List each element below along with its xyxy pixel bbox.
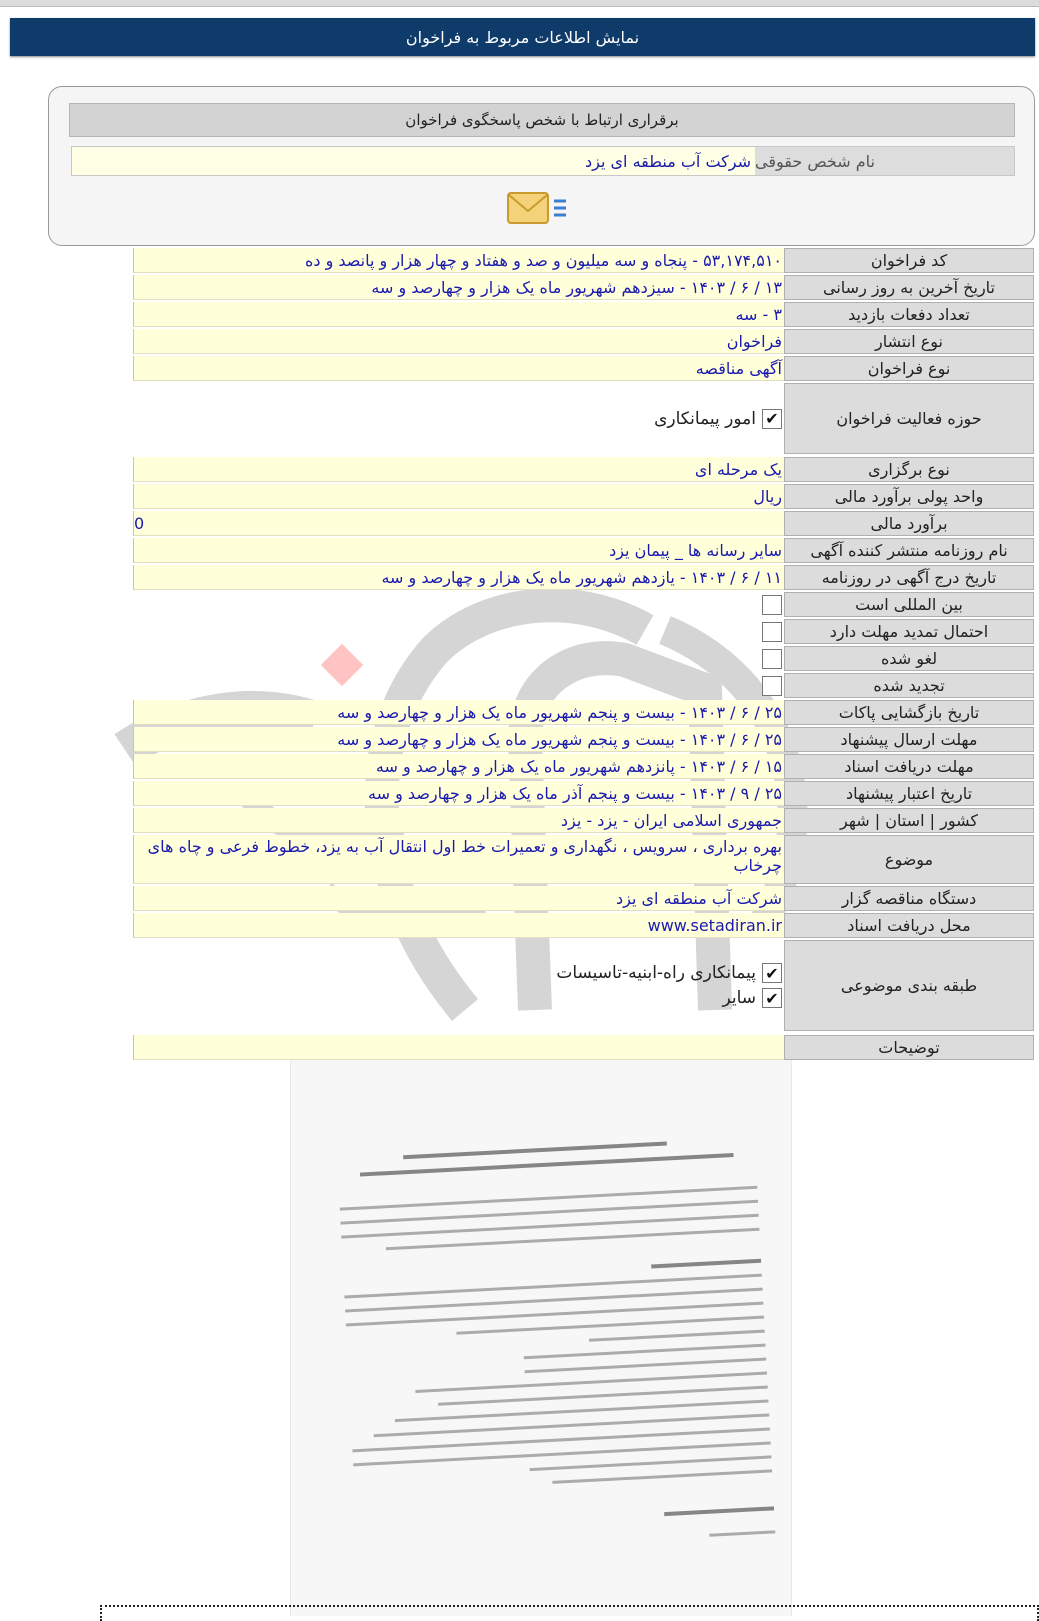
category-item-label: سایر: [722, 988, 756, 1008]
label-last-update: تاریخ آخرین به روز رسانی: [784, 275, 1034, 300]
value-code: ۵۳,۱۷۴,۵۱۰ - پنجاه و سه میلیون و صد و هفتاد و چهار هزار و پانصد و ده: [133, 248, 784, 273]
row-code: [133, 248, 1034, 273]
row-ad-date: [133, 565, 1034, 590]
value-organizer: شرکت آب منطقه ای یزد: [133, 886, 784, 911]
page-title-bar: [10, 18, 1035, 56]
row-docs-place: [133, 913, 1034, 938]
row-opening: [133, 700, 1034, 725]
value-newspaper: سایر رسانه ها _ پیمان یزد: [133, 538, 784, 563]
row-visits: [133, 302, 1034, 327]
label-notes: توضیحات: [784, 1035, 1034, 1060]
row-notes: [133, 1035, 1034, 1060]
value-extension: [133, 619, 784, 644]
value-docs-deadline: ۱۵ / ۶ / ۱۴۰۳ - پانزدهم شهریور ماه یک هزار و چهارصد و سه: [133, 754, 784, 779]
row-estimate: [133, 511, 1034, 536]
label-code: کد فراخوان: [784, 248, 1034, 273]
value-opening: ۲۵ / ۶ / ۱۴۰۳ - بیست و پنجم شهریور ماه یک هزار و چهارصد و سه: [133, 700, 784, 725]
contact-row: [71, 146, 1015, 176]
value-notes: [133, 1035, 784, 1060]
label-validity: تاریخ اعتبار پیشنهاد: [784, 781, 1034, 806]
value-visits: ۳ - سه: [133, 302, 784, 327]
category-item: [722, 988, 782, 1008]
activity-item-label: امور پیمانکاری: [654, 408, 756, 429]
label-newspaper: نام روزنامه منتشر کننده آگهی: [784, 538, 1034, 563]
value-canceled: [133, 646, 784, 671]
contact-label: نام شخص حقوقی: [755, 147, 1014, 175]
value-subject: بهره برداری ، سرویس ، نگهداری و تعمیرات خط اول انتقال آب به یزد، خطوط فرعی و چاه های چرخاب: [133, 835, 784, 884]
category-checkbox[interactable]: ✔: [762, 988, 782, 1008]
value-docs-place[interactable]: www.setadiran.ir: [133, 913, 784, 938]
label-docs-place: محل دریافت اسناد: [784, 913, 1034, 938]
row-last-update: [133, 275, 1034, 300]
row-docs-deadline: [133, 754, 1034, 779]
category-checkbox[interactable]: ✔: [762, 963, 782, 983]
contact-title: برقراری ارتباط با شخص پاسخگوی فراخوان: [69, 103, 1015, 137]
label-call-type: نوع فراخوان: [784, 356, 1034, 381]
row-submit-deadline: [133, 727, 1034, 752]
label-category: طبقه بندی موضوعی: [784, 940, 1034, 1031]
value-submit-deadline: ۲۵ / ۶ / ۱۴۰۳ - بیست و پنجم شهریور ماه یک هزار و چهارصد و سه: [133, 727, 784, 752]
label-location: کشور | استان | شهر: [784, 808, 1034, 833]
label-extension: احتمال تمدید مهلت دارد: [784, 619, 1034, 644]
row-validity: [133, 781, 1034, 806]
label-international: بین المللی است: [784, 592, 1034, 617]
value-category: [133, 940, 784, 1031]
row-international: [133, 592, 1034, 617]
activity-checkbox[interactable]: ✔: [762, 409, 782, 429]
value-estimate: 0: [133, 511, 784, 536]
value-ad-date: ۱۱ / ۶ / ۱۴۰۳ - یازدهم شهریور ماه یک هزار و چهارصد و سه: [133, 565, 784, 590]
row-subject: [133, 835, 1034, 884]
value-currency: ریال: [133, 484, 784, 509]
label-docs-deadline: مهلت دریافت اسناد: [784, 754, 1034, 779]
international-checkbox[interactable]: [762, 595, 782, 615]
label-canceled: لغو شده: [784, 646, 1034, 671]
renewed-checkbox[interactable]: [762, 676, 782, 696]
label-currency: واحد پولی برآورد مالی: [784, 484, 1034, 509]
label-publish-type: نوع انتشار: [784, 329, 1034, 354]
row-publish-type: [133, 329, 1034, 354]
row-location: [133, 808, 1034, 833]
dotted-frame: [100, 1605, 1039, 1621]
page-title: نمایش اطلاعات مربوط به فراخوان: [405, 27, 640, 47]
row-activity: [133, 383, 1034, 454]
row-renewed: [133, 673, 1034, 698]
row-newspaper: [133, 538, 1034, 563]
label-ad-date: تاریخ درج آگهی در روزنامه: [784, 565, 1034, 590]
row-organizer: [133, 886, 1034, 911]
label-estimate: برآورد مالی: [784, 511, 1034, 536]
extension-checkbox[interactable]: [762, 622, 782, 642]
envelope-icon[interactable]: [504, 189, 570, 229]
category-item-label: پیمانکاری راه-ابنیه-تاسیسات: [556, 963, 756, 983]
value-location: جمهوری اسلامی ایران - یزد - یزد: [133, 808, 784, 833]
scanned-text-lines: [311, 1060, 776, 1567]
contact-panel: [48, 86, 1035, 246]
value-publish-type: فراخوان: [133, 329, 784, 354]
contact-value: شرکت آب منطقه ای یزد: [72, 147, 755, 175]
value-renewed: [133, 673, 784, 698]
row-holding-type: [133, 457, 1034, 482]
label-renewed: تجدید شده: [784, 673, 1034, 698]
value-international: [133, 592, 784, 617]
scanned-announcement-image: [290, 1060, 792, 1616]
label-holding-type: نوع برگزاری: [784, 457, 1034, 482]
label-opening: تاریخ بازگشایی پاکات: [784, 700, 1034, 725]
row-canceled: [133, 646, 1034, 671]
value-validity: ۲۵ / ۹ / ۱۴۰۳ - بیست و پنجم آذر ماه یک هزار و چهارصد و سه: [133, 781, 784, 806]
label-visits: تعداد دفعات بازدید: [784, 302, 1034, 327]
value-last-update: ۱۳ / ۶ / ۱۴۰۳ - سیزدهم شهریور ماه یک هزار و چهارصد و سه: [133, 275, 784, 300]
value-holding-type: یک مرحله ای: [133, 457, 784, 482]
row-call-type: [133, 356, 1034, 381]
label-activity: حوزه فعالیت فراخوان: [784, 383, 1034, 454]
row-category: [133, 940, 1034, 1031]
label-subject: موضوع: [784, 835, 1034, 884]
row-extension: [133, 619, 1034, 644]
category-item: [556, 963, 782, 983]
label-organizer: دستگاه مناقصه گزار: [784, 886, 1034, 911]
canceled-checkbox[interactable]: [762, 649, 782, 669]
value-activity: [133, 383, 784, 454]
top-border: [0, 0, 1039, 7]
label-submit-deadline: مهلت ارسال پیشنهاد: [784, 727, 1034, 752]
activity-item: [654, 409, 782, 429]
row-currency: [133, 484, 1034, 509]
value-call-type: آگهی مناقصه: [133, 356, 784, 381]
